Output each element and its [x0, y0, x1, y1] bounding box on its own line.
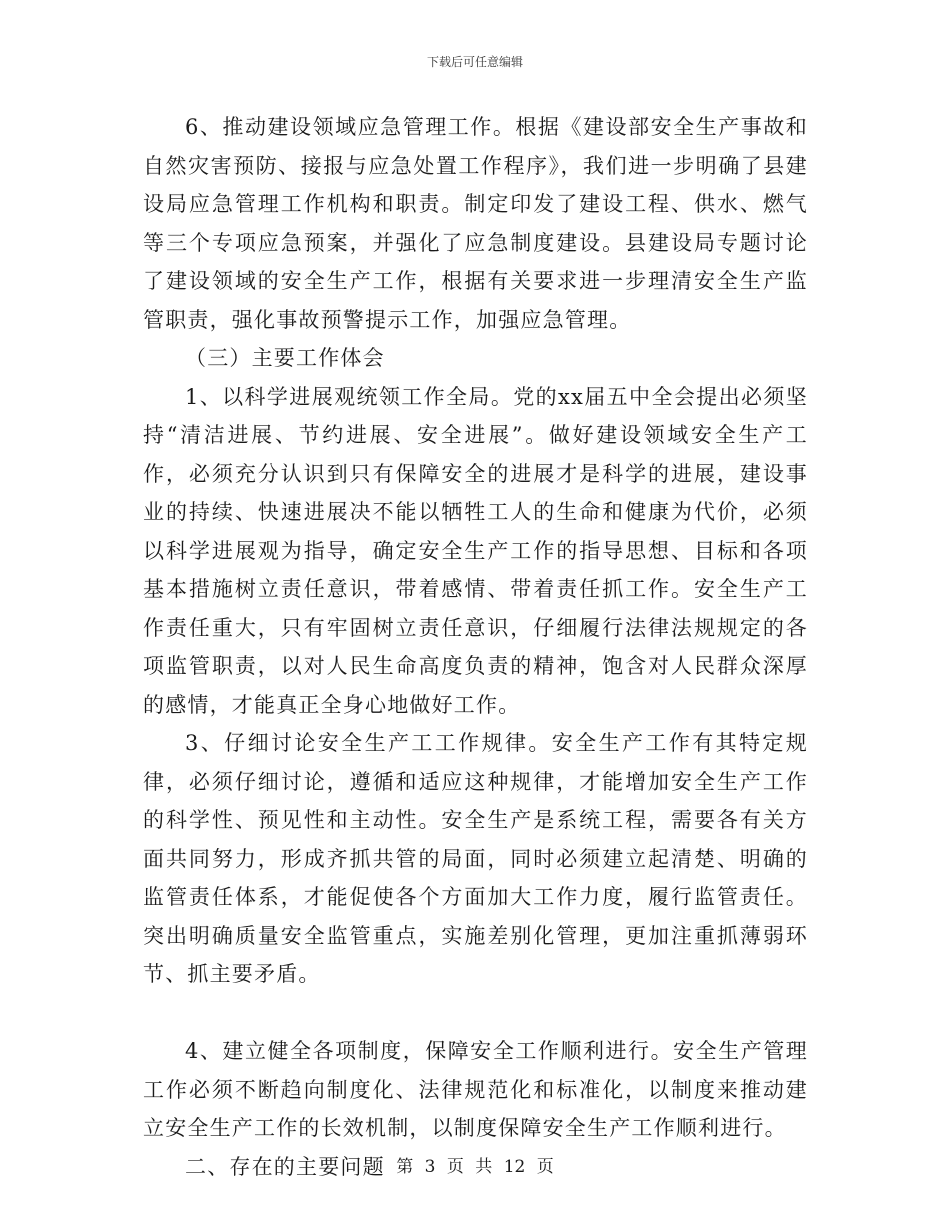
- section-heading-3: （三）主要工作体会: [185, 346, 385, 370]
- paragraph-item-3: 3、仔细讨论安全生产工工作规律。安全生产工作有其特定规律，必须仔细讨论，遵循和适应这种规律，才能增加安全生产工作的科学性、预见性和主动性。安全生产是系统工程，需要各有关方面共同努力，形成齐抓共管的局面，同时必须建立起清楚、明确的监管责任体系，才能促使各个方面加大工作力度，履行监管责任。突出明确质量安全监管重点，实施差别化管理，更加注重抓薄弱环节、抓主要矛盾。: [143, 731, 808, 986]
- section-heading-2: 二、存在的主要问题: [185, 1154, 385, 1179]
- paragraph-item-4: 4、建立健全各项制度，保障安全工作顺利进行。安全生产管理工作必须不断趋向制度化、法律规范化和标准化，以制度来推动建立安全生产工作的长效机制，以制度保障安全生产工作顺利进行。: [143, 1039, 808, 1140]
- paragraph-item-1: 1、以科学进展观统领工作全局。党的xx届五中全会提出必须坚持“清洁进展、节约进展、安全进展”。做好建设领域安全生产工作，必须充分认识到只有保障安全的进展才是科学的进展，建设事业的持续、快速进展决不能以牺牲工人的生命和健康为代价，必须以科学进展观为指导，确定安全生产工作的指导思想、目标和各项基本措施树立责任意识，带着感情、带着责任抓工作。安全生产工作责任重大，只有牢固树立责任意识，仔细履行法律法规规定的各项监管职责，以对人民生命高度负责的精神，饱含对人民群众深厚的感情，才能真正全身心地做好工作。: [143, 384, 808, 717]
- document-body: [143, 108, 808, 1186]
- paragraph-item-6: 6、推动建设领域应急管理工作。根据《建设部安全生产事故和自然灾害预防、接报与应急处置工作程序》，我们进一步明确了县建设局应急管理工作机构和职责。制定印发了建设工程、供水、燃气等三个专项应急预案，并强化了应急制度建设。县建设局专题讨论了建设领域的安全生产工作，根据有关要求进一步理清安全生产监管职责，强化事故预警提示工作，加强应急管理。: [143, 115, 808, 332]
- paragraph-spacer: [143, 994, 808, 1033]
- page-footer: 第 3 页 共 12 页: [396, 1157, 554, 1177]
- page-header: 下载后可任意编辑: [426, 55, 523, 69]
